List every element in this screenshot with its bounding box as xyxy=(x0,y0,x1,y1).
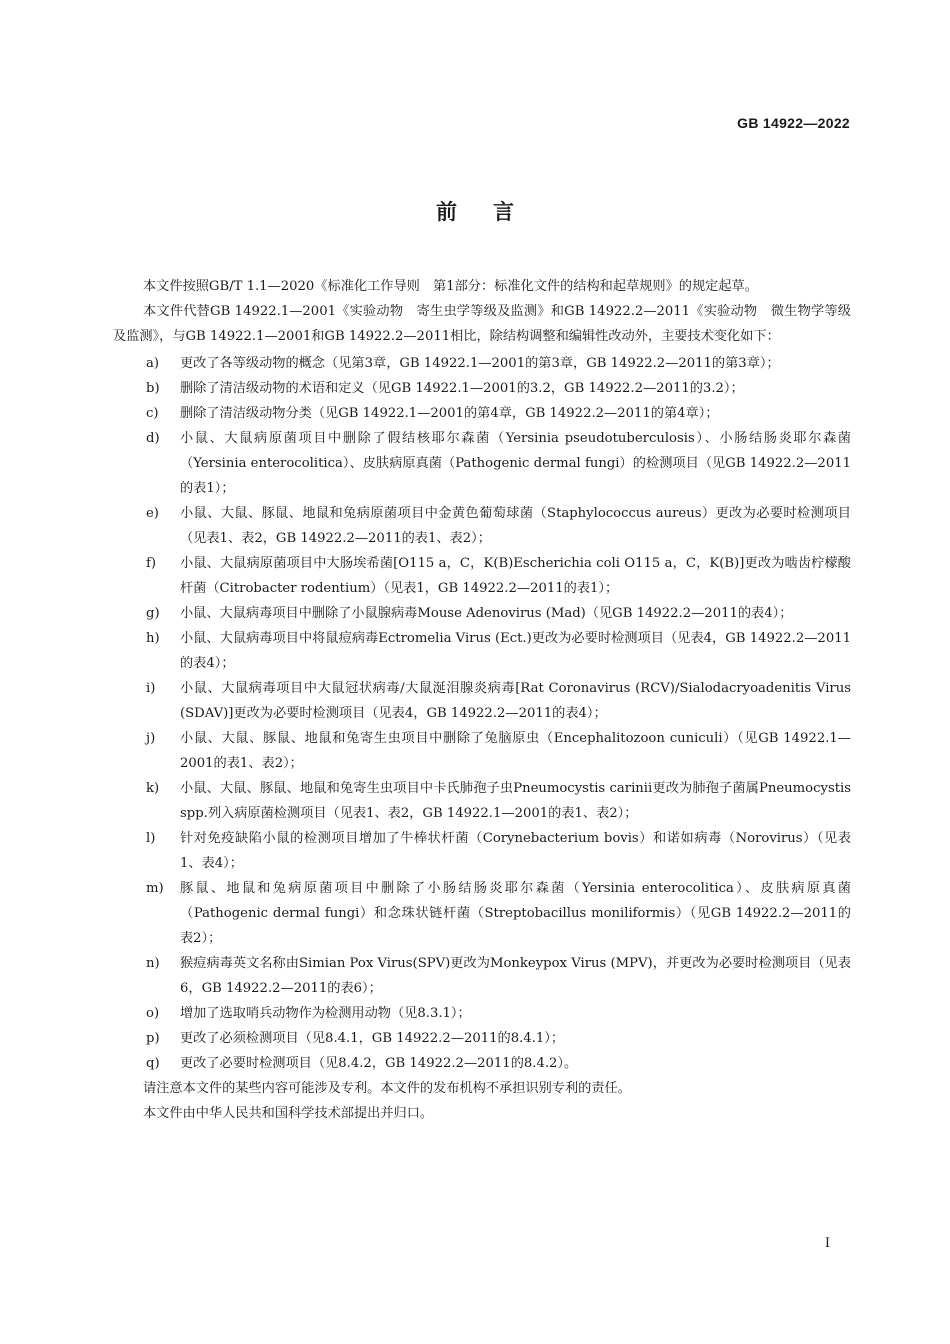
list-item xyxy=(113,726,851,776)
intro-paragraph: 本文件按照GB/T 1.1—2020《标准化工作导则 第1部分：标准化文件的结构和起草规则》的规定起草。 xyxy=(143,279,758,294)
list-item-text: 豚鼠、地鼠和兔病原菌项目中删除了小肠结肠炎耶尔森菌（Yersinia enterocolitica）、皮肤病原真菌（Pathogenic dermal fungi）和念珠状链杆菌（Streptobacillus moniliformis）（见GB 14922.2—2011的表2）； xyxy=(180,881,851,946)
list-item-label: d) xyxy=(146,431,160,446)
list-item-label: m) xyxy=(146,881,164,896)
list-item xyxy=(113,1001,851,1026)
list-item-text: 猴痘病毒英文名称由Simian Pox Virus(SPV)更改为Monkeypox Virus (MPV)，并更改为必要时检测项目（见表6，GB 14922.2—2011的表6）； xyxy=(180,956,851,996)
list-item-text: 小鼠、大鼠、豚鼠、地鼠和兔病原菌项目中金黄色葡萄球菌（Staphylococcus aureus）更改为必要时检测项目（见表1、表2，GB 14922.2—2011的表1、表2）； xyxy=(180,506,851,546)
list-item-text: 小鼠、大鼠病毒项目中删除了小鼠腺病毒Mouse Adenovirus (Mad)（见GB 14922.2—2011的表4）； xyxy=(180,606,793,621)
list-item-label: n) xyxy=(146,956,160,971)
list-item xyxy=(113,676,851,726)
list-item-label: a) xyxy=(146,356,160,371)
document-code: GB 14922—2022 xyxy=(737,115,850,131)
list-item-text: 小鼠、大鼠、豚鼠、地鼠和兔寄生虫项目中卡氏肺孢子虫Pneumocystis carinii更改为肺孢子菌属Pneumocystis spp.列入病原菌检测项目（见表1、表2，GB 14922.1—2001的表1、表2）； xyxy=(180,781,851,821)
list-item-label: l) xyxy=(146,831,156,846)
list-item-label: p) xyxy=(146,1031,160,1046)
list-item-text: 删除了清洁级动物分类（见GB 14922.1—2001的第4章，GB 14922.2—2011的第4章）； xyxy=(180,406,719,421)
list-item-label: f) xyxy=(146,556,157,571)
list-item-label: i) xyxy=(146,681,156,696)
page-number: I xyxy=(824,1236,830,1251)
list-item-label: k) xyxy=(146,781,160,796)
list-item xyxy=(113,501,851,551)
list-item xyxy=(113,1051,851,1076)
foreword-body xyxy=(113,274,851,1126)
list-item-text: 增加了选取哨兵动物作为检测用动物（见8.3.1）； xyxy=(180,1006,471,1021)
list-item-text: 删除了清洁级动物的术语和定义（见GB 14922.1—2001的3.2，GB 14922.2—2011的3.2）； xyxy=(180,381,744,396)
list-item-text: 针对免疫缺陷小鼠的检测项目增加了牛棒状杆菌（Corynebacterium bovis）和诺如病毒（Norovirus）（见表1、表4）； xyxy=(180,831,851,871)
list-item xyxy=(113,876,851,951)
list-item xyxy=(113,601,851,626)
list-item-text: 小鼠、大鼠病原菌项目中大肠埃希菌[O115 a，C，K(B)Escherichia coli O115 a，C，K(B)]更改为啮齿柠檬酸杆菌（Citrobacter rodentium）（见表1，GB 14922.2—2011的表1）； xyxy=(180,556,851,596)
list-item-text: 小鼠、大鼠病原菌项目中删除了假结核耶尔森菌（Yersinia pseudotuberculosis）、小肠结肠炎耶尔森菌（Yersinia enterocolitica）、皮肤病原真菌（Pathogenic dermal fungi）的检测项目（见GB 14922.2—2011的表1）； xyxy=(180,431,851,496)
list-item xyxy=(113,951,851,1001)
closing-paragraph: 本文件由中华人民共和国科学技术部提出并归口。 xyxy=(143,1106,434,1121)
list-item-label: e) xyxy=(146,506,159,521)
list-item-label: h) xyxy=(146,631,160,646)
list-item-text: 更改了必要时检测项目（见8.4.2，GB 14922.2—2011的8.4.2）。 xyxy=(180,1056,578,1071)
list-item xyxy=(113,401,851,426)
page-title: 前言 xyxy=(436,200,550,224)
list-item xyxy=(113,551,851,601)
closing-paragraph: 请注意本文件的某些内容可能涉及专利。本文件的发布机构不承担识别专利的责任。 xyxy=(143,1081,631,1096)
list-item-label: q) xyxy=(146,1056,160,1071)
list-item xyxy=(113,376,851,401)
list-item-text: 小鼠、大鼠病毒项目中将鼠痘病毒Ectromelia Virus (Ect.)更改为必要时检测项目（见表4，GB 14922.2—2011的表4）； xyxy=(180,631,851,671)
list-item-label: j) xyxy=(146,731,156,746)
list-item xyxy=(113,826,851,876)
list-item-label: g) xyxy=(146,606,160,621)
list-item xyxy=(113,1026,851,1051)
list-item-text: 更改了各等级动物的概念（见第3章，GB 14922.1—2001的第3章，GB 14922.2—2011的第3章）； xyxy=(180,356,780,371)
intro-paragraph: 本文件代替GB 14922.1—2001《实验动物 寄生虫学等级及监测》和GB 14922.2—2011《实验动物 微生物学等级及监测》，与GB 14922.1—2001和GB 14922.2—2011相比，除结构调整和编辑性改动外，主要技术变化如下： xyxy=(113,304,851,344)
changes-list xyxy=(113,351,851,1076)
list-item-text: 小鼠、大鼠病毒项目中大鼠冠状病毒/大鼠涎泪腺炎病毒[Rat Coronavirus (RCV)/Sialodacryoadenitis Virus (SDAV)]更改为必要时检测项目（见表4，GB 14922.2—2011的表4）； xyxy=(180,681,851,721)
list-item xyxy=(113,626,851,676)
list-item-label: o) xyxy=(146,1006,160,1021)
list-item xyxy=(113,351,851,376)
list-item xyxy=(113,776,851,826)
list-item-text: 更改了必须检测项目（见8.4.1，GB 14922.2—2011的8.4.1）； xyxy=(180,1031,565,1046)
list-item-label: b) xyxy=(146,381,160,396)
list-item-label: c) xyxy=(146,406,159,421)
list-item-text: 小鼠、大鼠、豚鼠、地鼠和兔寄生虫项目中删除了兔脑原虫（Encephalitozoon cuniculi）（见GB 14922.1—2001的表1、表2）； xyxy=(180,731,851,771)
list-item xyxy=(113,426,851,501)
